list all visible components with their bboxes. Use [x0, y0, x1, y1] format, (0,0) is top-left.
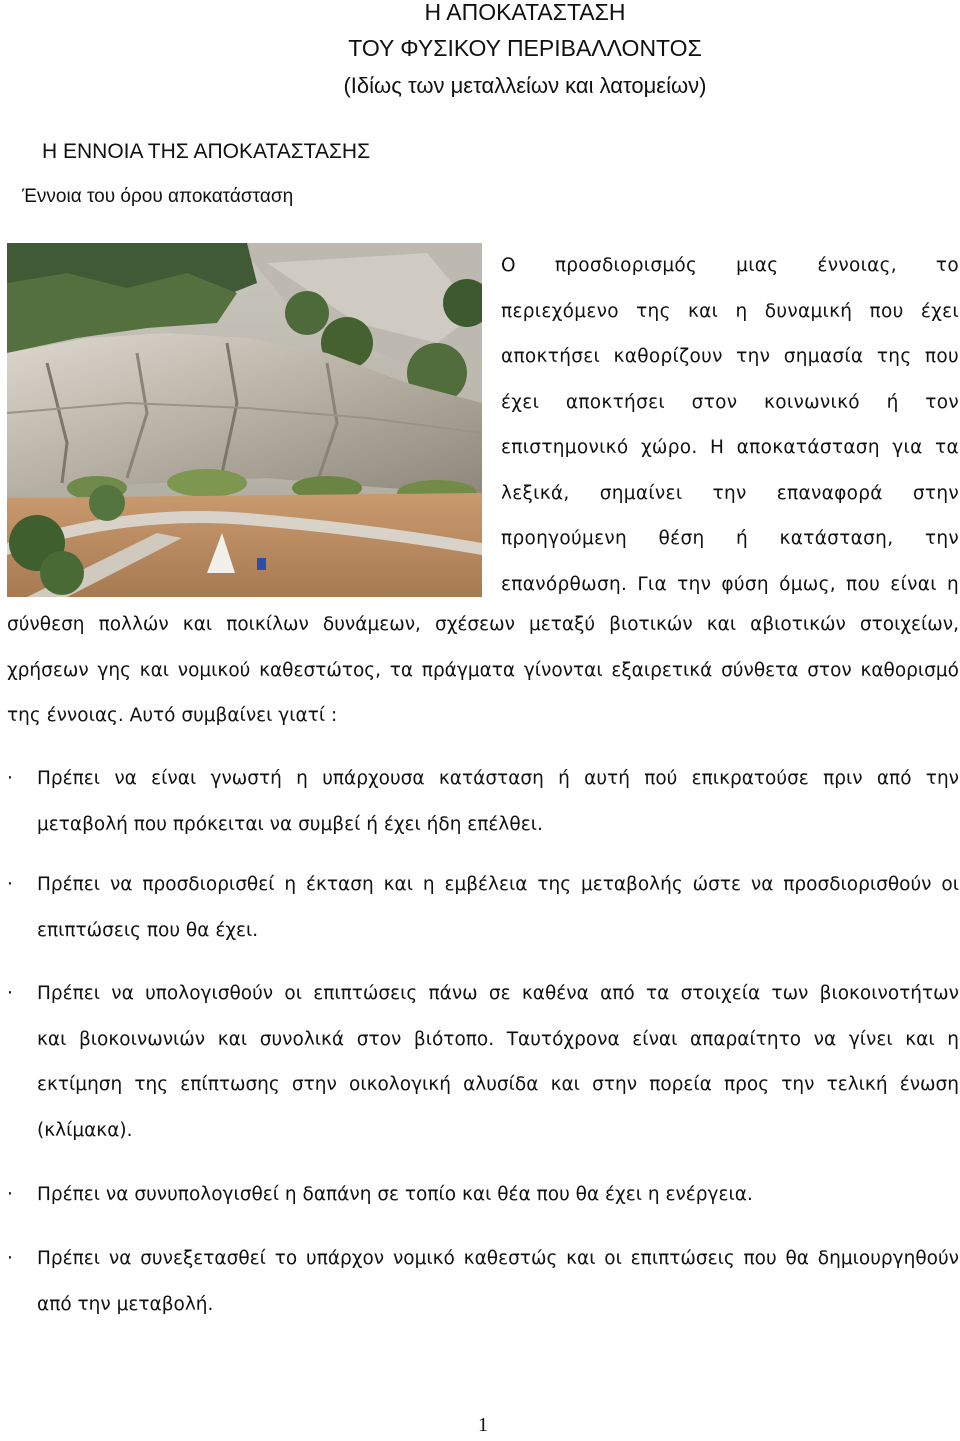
bullet-line: από την μεταβολή.	[37, 1293, 214, 1315]
bullet-line: μεταβολή που πρόκειται να συμβεί ή έχει ήδη επέλθει.	[37, 813, 543, 835]
title-line-2: ΤΟΥ ΦΥΣΙΚΟΥ ΠΕΡΙΒΑΛΛΟΝΤΟΣ	[348, 35, 702, 61]
intro-line: επιστημονικό χώρο. Η αποκατάσταση για τα	[501, 437, 959, 458]
bullet-item-3	[7, 971, 959, 1153]
bullet-item-1	[7, 756, 959, 847]
title-line-1: Η ΑΠΟΚΑΤΑΣΤΑΣΗ	[424, 0, 626, 25]
bullet-line: επιπτώσεις που θα έχει.	[37, 919, 259, 941]
page-number: 1	[478, 1414, 488, 1436]
intro-line: επανόρθωση. Για την φύση όμως, που είναι η	[501, 573, 959, 595]
bullet-line: · Πρέπει να είναι γνωστή η υπάρχουσα κατάσταση ή αυτή πού επικρατούσε πριν από την	[7, 756, 959, 802]
bullet-line: (κλίμακα).	[37, 1119, 133, 1141]
bullet-marker: ·	[7, 874, 13, 895]
quarry-photo	[7, 243, 482, 597]
intro-line: αποκτήσει καθορίζουν την σημασία της που	[501, 346, 959, 367]
intro-line: προηγούμενη θέση ή κατάσταση, την	[501, 528, 959, 549]
intro-line: Ο προσδιορισμός μιας έννοιας, το	[501, 255, 959, 276]
bullet-line: · Πρέπει να συνεξετασθεί το υπάρχον νομικό καθεστώς και οι επιπτώσεις που θα δημιουργηθούν	[7, 1236, 959, 1282]
intro-paragraph-continued	[7, 602, 959, 739]
bullet-line: και βιοκοινωνιών και συνολικά στον βιότοπο. Ταυτόχρονα είναι απαραίτητο να γίνει και η	[37, 1028, 959, 1050]
intro-line: σύνθεση πολλών και ποικίλων δυνάμεων, σχέσεων μεταξύ βιοτικών και αβιοτικών στοιχείων,	[7, 614, 959, 635]
bullet-item-5	[7, 1236, 959, 1327]
bullet-line: · Πρέπει να συνυπολογισθεί η δαπάνη σε τοπίο και θέα που θα έχει η ενέργεια.	[7, 1172, 959, 1218]
intro-line: χρήσεων γης και νομικού καθεστώτος, τα πράγματα γίνονται εξαιρετικά σύνθετα στον καθορισμό	[7, 659, 959, 681]
bullet-line: · Πρέπει να υπολογισθούν οι επιπτώσεις πάνω σε καθένα από τα στοιχεία των βιοκοινοτήτων	[7, 971, 959, 1017]
bullet-line: · Πρέπει να προσδιορισθεί η έκταση και η εμβέλεια της μεταβολής ώστε να προσδιορισθούν οι	[7, 862, 959, 908]
bullet-line: εκτίμηση της επίπτωσης στην οικολογική αλυσίδα και στην πορεία προς την τελική ένωση	[37, 1074, 959, 1095]
intro-line: λεξικά, σημαίνει την επαναφορά στην	[501, 482, 959, 504]
section-heading: Η ΕΝΝΟΙΑ ΤΗΣ ΑΠΟΚΑΤΑΣΤΑΣΗΣ	[42, 140, 371, 163]
bullet-marker: ·	[7, 1248, 13, 1269]
bullet-marker: ·	[7, 768, 13, 789]
title-line-3: (Ιδίως των μεταλλείων και λατομείων)	[343, 73, 707, 98]
bullet-marker: ·	[7, 1184, 13, 1205]
bullet-item-2	[7, 862, 959, 953]
intro-paragraph-wrapped	[501, 243, 959, 607]
bullet-marker: ·	[7, 983, 13, 1004]
intro-line: περιεχόμενο της και η δυναμική που έχει	[501, 300, 959, 322]
intro-line: της έννοιας. Αυτό συμβαίνει γιατί :	[7, 705, 338, 726]
subheading: Έννοια του όρου αποκατάσταση	[22, 186, 294, 207]
intro-line: έχει αποκτήσει στον κοινωνικό ή τον	[501, 391, 959, 413]
bullet-item-4	[7, 1172, 959, 1218]
